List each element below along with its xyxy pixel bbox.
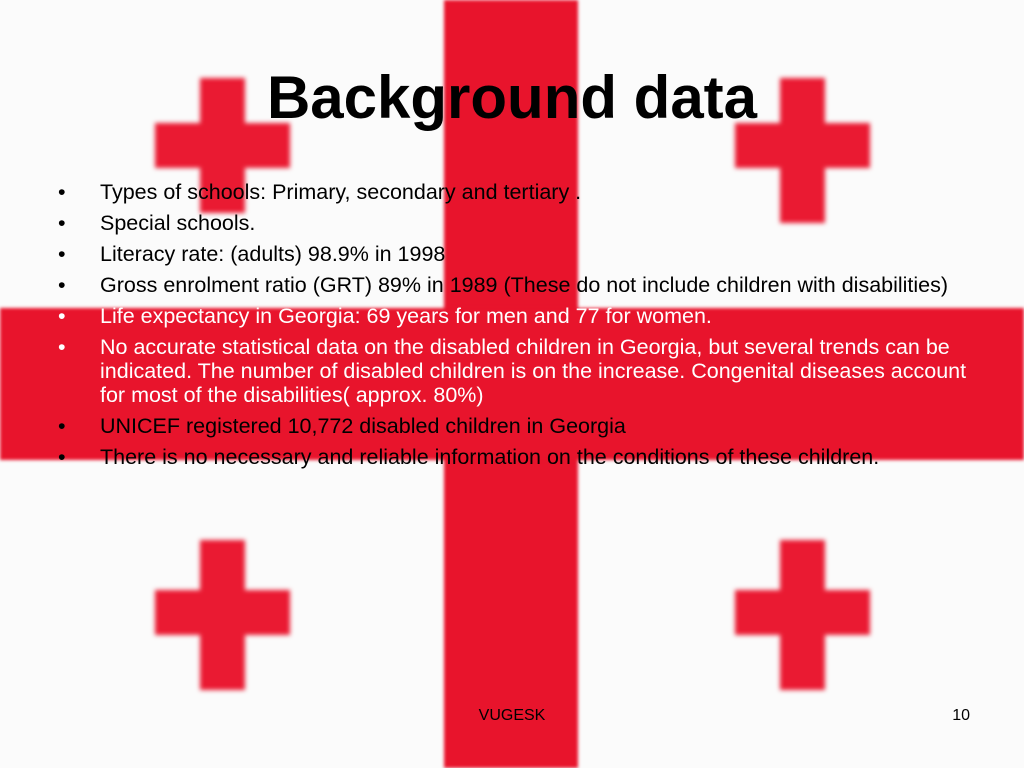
bullet-text: Special schools. xyxy=(100,211,256,235)
footer-text: VUGESK xyxy=(478,707,546,724)
bullet-marker: • xyxy=(58,304,66,328)
bullet-item xyxy=(58,273,978,297)
slide-title: Background data xyxy=(266,64,758,131)
bullet-text: UNICEF registered 10,772 disabled children in Georgia xyxy=(100,414,626,438)
bullet-marker: • xyxy=(58,273,66,297)
page-number: 10 xyxy=(952,707,970,724)
bullet-text: There is no necessary and reliable information on the conditions of these children. xyxy=(100,445,880,469)
bullet-text: Literacy rate: (adults) 98.9% in 1998 xyxy=(100,242,446,266)
bullet-marker: • xyxy=(58,445,66,469)
bullet-text: Types of schools: Primary, secondary and tertiary . xyxy=(100,180,582,204)
bullet-marker: • xyxy=(58,180,66,204)
bullet-marker: • xyxy=(58,335,66,359)
bullet-list xyxy=(58,180,978,476)
bullet-marker: • xyxy=(58,414,66,438)
bullet-item xyxy=(58,445,978,469)
flag-cross-bottom-left xyxy=(155,540,290,690)
bullet-text: Life expectancy in Georgia: 69 years for men and 77 for women. xyxy=(100,304,712,328)
bullet-item xyxy=(58,211,978,235)
bullet-item xyxy=(58,304,978,328)
bullet-text: Gross enrolment ratio (GRT) 89% in 1989 (These do not include children with disabilities) xyxy=(100,273,949,297)
bullet-item xyxy=(58,180,978,204)
bullet-marker: • xyxy=(58,242,66,266)
bullet-marker: • xyxy=(58,211,66,235)
flag-cross-bottom-right xyxy=(735,540,870,690)
bullet-item xyxy=(58,414,978,438)
bullet-item xyxy=(58,335,978,407)
bullet-text: No accurate statistical data on the disabled children in Georgia, but several trends can be indicated. The number of disabled children is on the increase. Congenital diseases account for most of the disabilities( approx. 80%) xyxy=(100,335,967,407)
bullet-item xyxy=(58,242,978,266)
